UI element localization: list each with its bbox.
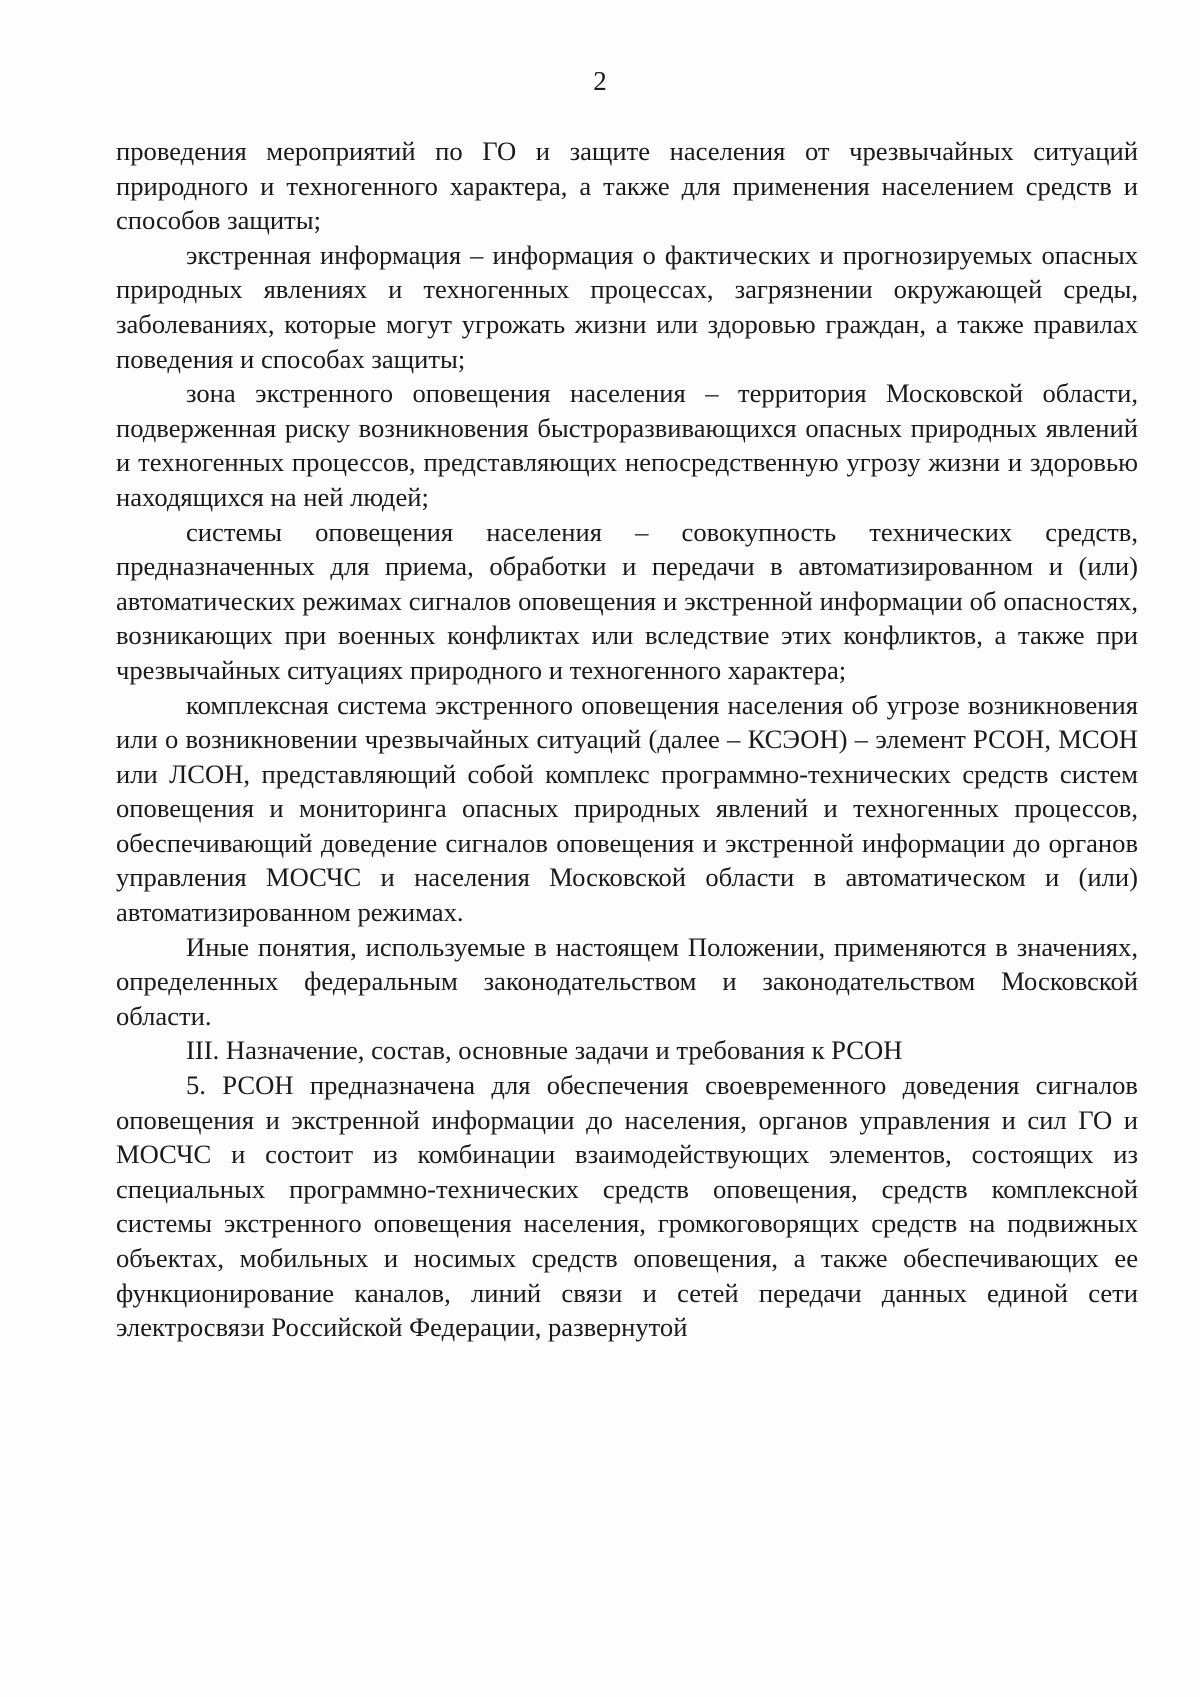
definition-emergency-warning-zone: зона экстренного оповещения населения – территория Московской области, подверженная риску возникновения быстроразвивающихся опасных природных явлений и техногенных процессов, представляющих непосредственную угрозу жизни и здоровью находящихся на ней людей; [116,378,1138,512]
clause-5-paragraph: 5. РСОН предназначена для обеспечения своевременного доведения сигналов оповещения и экстренной информации до населения, органов управления и сил ГО и МОСЧС и состоит из комбинации взаимодействующих элементов, состоящих из специальных программно-технических средств оповещения, средств комплексной системы экстренного оповещения населения, громкоговорящих средств на подвижных объектах, мобильных и носимых средств оповещения, а также обеспечивающих ее функционирование каналов, линий связи и сетей передачи данных единой сети электросвязи Российской Федерации, развернутой [116,1070,1138,1343]
document-body [116,134,1138,1345]
definition-warning-systems: системы оповещения населения – совокупность технических средств, предназначенных для приема, обработки и передачи в автоматизированном и (или) автоматических режимах сигналов оповещения и экстренной информации об опасностях, возникающих при военных конфликтах или вследствие этих конфликтов, а также при чрезвычайных ситуациях природного и техногенного характера; [116,516,1138,685]
page-number: 2 [593,66,607,96]
section-heading: III. Назначение, состав, основные задачи и требования к РСОН [186,1035,903,1066]
definition-emergency-information: экстренная информация – информация о фактических и прогнозируемых опасных природных явлениях и техногенных процессах, загрязнении окружающей среды, заболеваниях, которые могут угрожать жизни или здоровью граждан, а также правилах поведения и способах защиты; [116,239,1138,374]
other-terms-paragraph: Иные понятия, используемые в настоящем Положении, применяются в значениях, определенных федеральным законодательством и законодательством Московской области. [116,931,1138,1031]
definition-ksaeon: комплексная система экстренного оповещения населения об угрозе возникновения или о возникновении чрезвычайных ситуаций (далее – КСЭОН) – элемент РСОН, МСОН или ЛСОН, представляющий собой комплекс программно-технических средств систем оповещения и мониторинга опасных природных явлений и техногенных процессов, обеспечивающий доведение сигналов оповещения и экстренной информации до органов управления МОСЧС и населения Московской области в автоматическом и (или) автоматизированном режимах. [116,689,1138,928]
paragraph-continuation: проведения мероприятий по ГО и защите населения от чрезвычайных ситуаций природного и техногенного характера, а также для применения населением средств и способов защиты; [116,136,1138,236]
